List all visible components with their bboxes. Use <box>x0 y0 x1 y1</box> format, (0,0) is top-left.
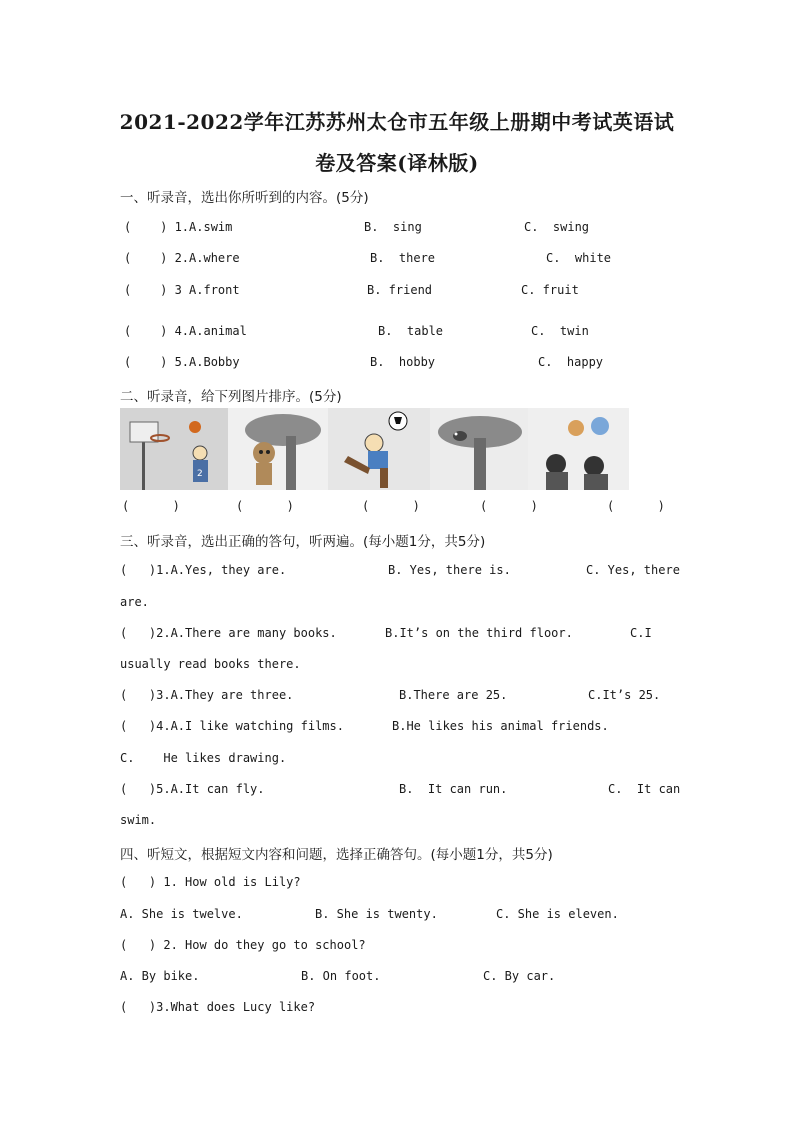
section-4-heading: 四、听短文，根据短文内容和问题，选择正确答句。(每小题1分，共5分) <box>120 847 553 863</box>
section-3-heading: 三、听录音，选出正确的答句，听两遍。(每小题1分，共5分) <box>120 534 486 550</box>
s4-q2: ( ) 2. How do they go to school? <box>120 938 366 952</box>
s4-q2-option-a: A. By bike. <box>120 969 200 983</box>
picture-bird-in-tree <box>430 408 528 490</box>
picture-monkey-tree <box>228 408 328 490</box>
picture-basketball <box>120 408 228 490</box>
s4-q3: ( )3.What does Lucy like? <box>120 1000 316 1014</box>
picture-5-answer-blank[interactable]: ( ) <box>607 499 665 513</box>
page-title-line-1: 2021-2022学年江苏苏州太仓市五年级上册期中考试英语试 <box>119 110 675 134</box>
picture-children-watching <box>528 408 629 490</box>
picture-4-answer-blank[interactable]: ( ) <box>480 499 538 513</box>
svg-text:2: 2 <box>197 469 203 479</box>
page-title-line-2: 卷及答案(译林版) <box>315 151 479 175</box>
section-1-heading: 一、听录音，选出你所听到的内容。(5分) <box>120 190 369 206</box>
s4-q1-option-c: C. She is eleven. <box>496 907 619 921</box>
s4-q2-option-b: B. On foot. <box>301 969 381 983</box>
s4-q1-option-b: B. She is twenty. <box>315 907 438 921</box>
s4-q2-option-c: C. By car. <box>483 969 556 983</box>
picture-2-answer-blank[interactable]: ( ) <box>236 499 294 513</box>
s4-q1: ( ) 1. How old is Lily? <box>120 875 301 889</box>
picture-1-answer-blank[interactable]: ( ) <box>122 499 180 513</box>
picture-3-answer-blank[interactable]: ( ) <box>362 499 420 513</box>
picture-boy-kicking-football <box>328 408 430 490</box>
section-2-heading: 二、听录音，给下列图片排序。(5分) <box>120 389 342 405</box>
s4-q1-option-a: A. She is twelve. <box>120 907 243 921</box>
